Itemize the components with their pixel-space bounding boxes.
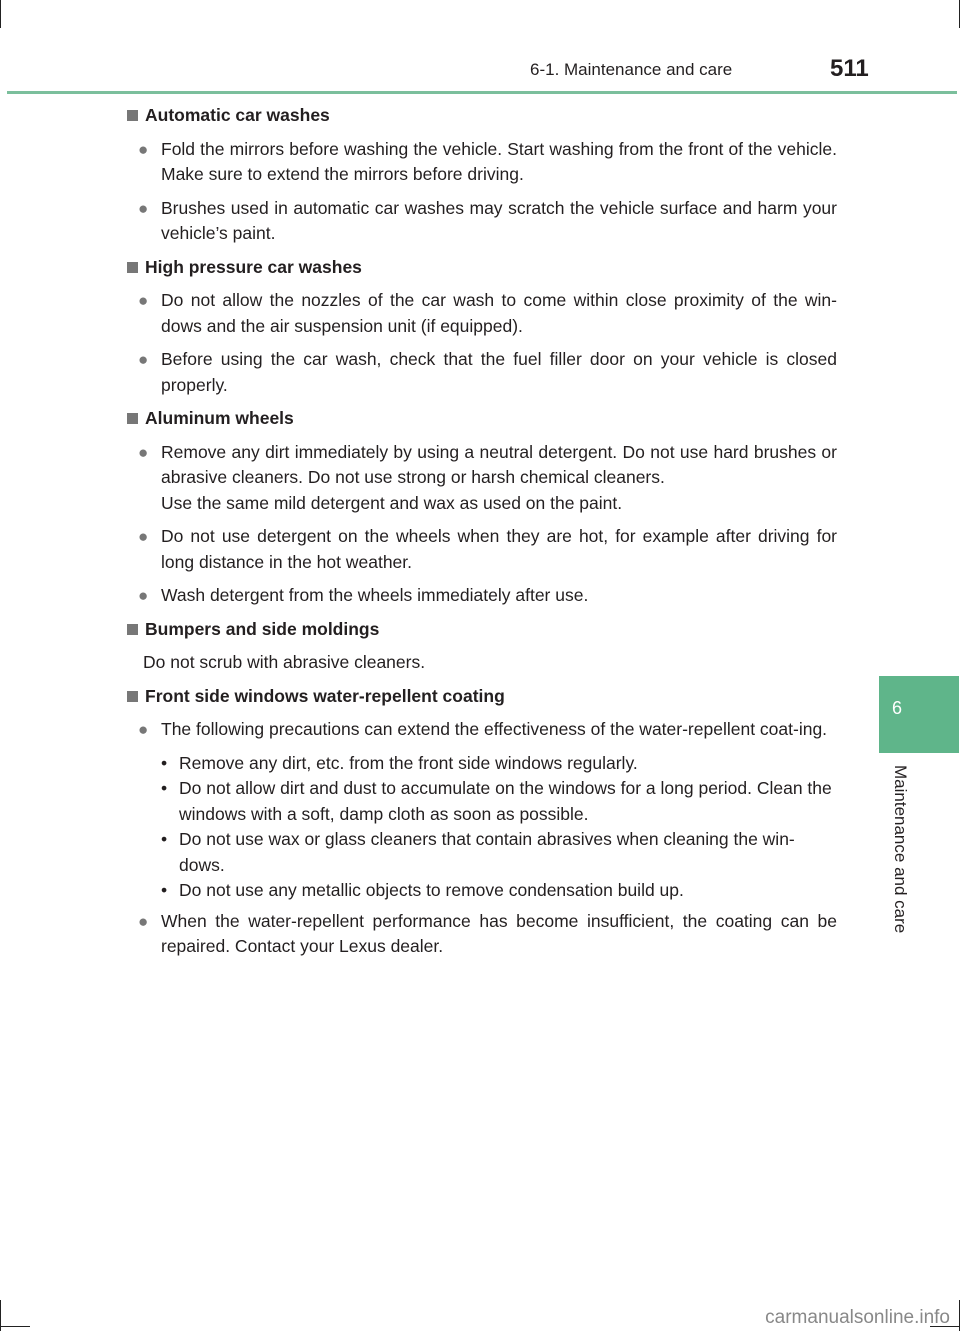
section-heading [125,406,837,432]
dot-icon: • [161,778,168,798]
item-text: Do not use detergent on the wheels when they are hot, for example after driving for long distance in the hot weather. [161,526,837,572]
list-item [125,288,837,339]
paragraph: Do not scrub with abrasive cleaners. [143,652,426,672]
item-text: Before using the car wash, check that the fuel filler door on your vehicle is closed properly. [161,349,837,395]
section-heading [125,255,837,281]
sub-list-item [161,827,837,878]
section-heading [125,103,837,129]
item-text: The following precautions can extend the effectiveness of the water-repellent coat-ing. [161,719,828,739]
bullet-icon: ● [138,911,149,931]
main-content [125,103,837,968]
section-header: 6-1. Maintenance and care [530,60,733,79]
list-item [125,347,837,398]
section-bumpers [125,617,837,676]
section-title: Front side windows water-repellent coating [145,685,505,706]
list-item [125,583,837,609]
bullet-icon: ● [138,527,149,546]
square-icon [127,262,138,273]
section-title: High pressure car washes [145,256,362,277]
watermark[interactable]: carmanualsonline.info [765,1307,950,1328]
section-heading [125,684,837,710]
bullet-icon: ● [138,586,149,605]
square-icon [127,624,138,635]
sub-item-text: Do not use any metallic objects to remove condensation build up. [179,880,684,900]
sub-item-text: Do not use wax or glass cleaners that contain abrasives when cleaning the win-dows. [179,829,795,875]
bullet-icon: ● [138,442,149,462]
section-heading [125,617,837,643]
item-text-part: Remove any dirt immediately by using a neutral detergent. Do not use hard brushes or abrasive cleaners. Do not use strong or harsh chemical cleaners. [161,441,837,487]
sub-list-item [161,776,837,827]
bullet-icon: ● [138,291,149,310]
bullet-icon: ● [138,198,149,218]
item-text: Wash detergent from the wheels immediately after use. [161,585,589,605]
square-icon [127,413,138,424]
dot-icon: • [161,829,168,849]
dot-icon: • [161,752,168,773]
bullet-icon: ● [138,720,149,739]
sub-list [161,751,837,904]
square-icon [127,691,138,702]
section-title: Aluminum wheels [145,408,294,428]
list-item [125,909,837,960]
item-text-part: Use the same mild detergent and wax as used on the paint. [161,492,623,513]
sub-item-text: Do not allow dirt and dust to accumulate on the windows for a long period. Clean the windows with a soft, damp cloth as soon as possible. [179,778,832,824]
sub-list-item [161,878,837,904]
section-aluminum-wheels [125,406,837,609]
item-text: Do not allow the nozzles of the car wash to come within close proximity of the win-dows and the air suspension unit (if equipped). [161,290,837,336]
chapter-number: 6 [891,698,902,718]
list-item [125,717,837,743]
list-item [125,196,837,247]
square-icon [127,110,138,121]
sub-list-item [161,751,837,777]
item-text: Brushes used in automatic car washes may scratch the vehicle surface and harm your vehicle’s paint. [161,197,837,243]
section-title: Bumpers and side moldings [145,618,380,639]
dot-icon: • [161,880,168,900]
bullet-icon: ● [138,350,149,369]
section-high-pressure-car-washes [125,255,837,399]
list-item [125,137,837,188]
item-text [161,440,837,517]
crop-mark [0,1326,30,1327]
item-text: Fold the mirrors before washing the vehicle. Start washing from the front of the vehicle. Make sure to extend the mirrors before driving. [161,138,837,184]
bullet-icon: ● [138,139,149,159]
chapter-tab [879,676,959,753]
item-text: When the water-repellent performance has become insufficient, the coating can be repaired. Contact your Lexus dealer. [161,910,837,956]
header-rule [7,91,957,94]
sub-item-text: Remove any dirt, etc. from the front side windows regularly. [179,752,638,773]
section-title: Automatic car washes [145,105,330,125]
section-water-repellent-coating [125,684,837,960]
list-item [125,440,837,517]
page-number: 511 [830,55,869,82]
section-automatic-car-washes [125,103,837,247]
chapter-label: Maintenance and care [891,765,910,934]
list-item [125,524,837,575]
crop-mark [0,0,1,28]
